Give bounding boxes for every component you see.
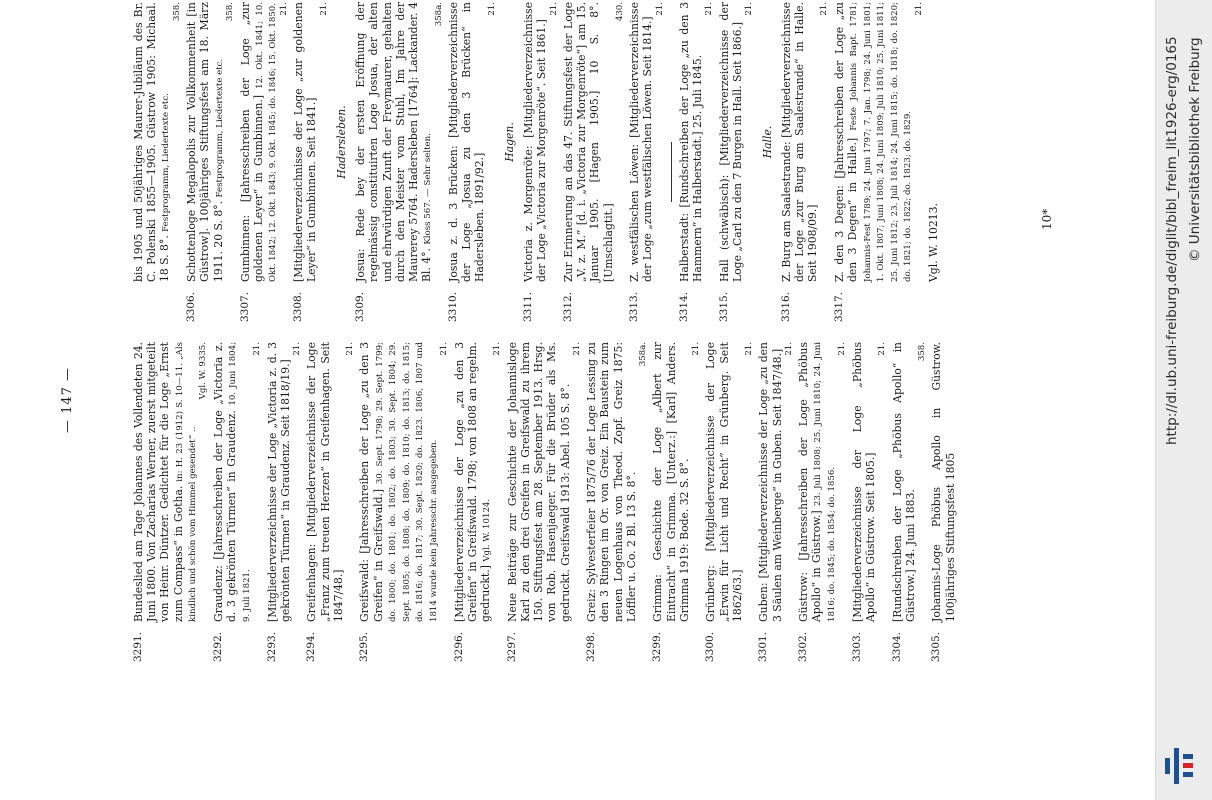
bibliography-entry — [833, 2, 924, 322]
entry-code: 21. — [654, 2, 665, 16]
entry-code: 21. — [877, 342, 888, 356]
entry-number: 3307. — [238, 291, 251, 322]
bibliography-entry — [780, 2, 830, 322]
section-heading: Halle. — [760, 125, 774, 159]
entry-text: Victoria z. Morgenröte: [Mitgliederverzeichnisse der Loge „Victoria zur Morgenröte“. Seit 1861.] — [522, 2, 549, 282]
entry-text: Z. westfälischen Löwen: [Mitgliederverzeichnisse der Loge „zum westfälischen Löwen. Seit 1814.] — [628, 2, 655, 282]
logo-bar-2 — [1174, 748, 1179, 784]
entry-number — [927, 282, 940, 322]
entry-code: 358a. — [637, 342, 648, 367]
entry-code: 358a. — [433, 2, 444, 27]
bibliography-entry — [585, 342, 648, 662]
entry-note: Kloss 567. — Sehr selten. — [423, 133, 434, 245]
entry-code: 430. — [614, 2, 625, 22]
entry-text: Hall (schwäbisch): [Mitgliederverzeichnisse der Loge „Carl zu den 7 Burgen in Hall. Seit 1866.] — [717, 2, 745, 282]
bibliography-entry — [930, 342, 956, 662]
bibliography-entry — [678, 2, 715, 322]
bibliography-entry — [447, 2, 497, 322]
entry-code: 21. — [548, 2, 559, 16]
bibliography-entry — [239, 2, 290, 322]
bibliography-entry — [212, 342, 263, 662]
entry-text: Graudenz: [Jahresschreiben der Loge „Victoria z. d. 3 gekrönten Türmen“ in Graudenz. — [211, 342, 239, 622]
entry-text: Grünberg: [Mitgliederverzeichnisse der Loge „Erwin für Licht und Recht“ in Grünberg. Seit 1862/63.] — [704, 342, 744, 622]
entry-number: 3306. — [185, 291, 198, 322]
entry-text: Z. Burg am Saalestrande: [Mitgliederverzeichnisse der Loge „zur Burg am Saalestrande“ in Halle. Seit 1908/09.] — [779, 2, 820, 282]
divider — [671, 142, 672, 202]
bibliography-entry — [562, 2, 625, 322]
entry-text: Vgl. W. 10213. — [926, 203, 940, 282]
entry-code: 21. — [837, 342, 848, 356]
bibliography-entry — [704, 342, 754, 662]
entry-code: 21. — [439, 342, 450, 356]
entry-code: 358. — [225, 2, 236, 22]
section-heading: Hagen. — [503, 122, 517, 162]
entry-code: 21. — [704, 2, 715, 16]
bibliography-entry — [797, 342, 848, 662]
entry-code: 21. — [492, 342, 503, 356]
bibliography-entry — [927, 2, 940, 322]
entry-code: 21. — [486, 2, 497, 16]
entry-number — [132, 282, 182, 322]
entry-code: 21. — [571, 342, 582, 356]
entry-code: Vgl. W. 9335. — [198, 342, 209, 400]
entry-text: Johannis-Loge Phöbus Apollo in Güstrow. 100jähriges Stiftungsfest 1805 — [930, 342, 957, 622]
bibliography-entry — [358, 342, 449, 662]
entry-text: Josua z. d. 3 Brücken: [Mitgliederverzeichnisse der Loge „Josua zu den 3 Brücken“ in Hadersleben. 1891/92.] — [447, 2, 487, 282]
entry-code: 21. — [913, 2, 924, 16]
entry-text: [Mitgliederverzeichnisse der Loge „Victoria z. d. 3 gekrönten Türmen“ in Graudenz. Seit 1818/19.] — [265, 342, 292, 622]
bibliography-entry — [718, 2, 755, 322]
entry-code: 358. — [916, 342, 927, 362]
logo-bar-4 — [1183, 772, 1193, 777]
bibliography-entry — [522, 2, 559, 322]
bibliography-entry — [305, 342, 355, 662]
bibliography-entry — [266, 342, 303, 662]
bibliography-entry — [757, 342, 794, 662]
entry-code: 21. — [743, 342, 754, 356]
bibliography-entry — [185, 2, 235, 322]
entry-number: 3311. — [522, 291, 535, 322]
entry-number: 3308. — [292, 291, 305, 322]
entry-text: Greiz: Sylvesterfeier 1875/76 der Loge Lessing zu den 3 Ringen im Or. von Greiz. Ein Baustein zum neuen Logenhaus von Theod. Zopf. Greiz 1875: Löffler u. Co. 2 Bl. 13 S. 8°. — [585, 342, 638, 622]
page-number: — 147 — — [60, 366, 75, 434]
entry-text: Greifswald: [Jahresschreiben der Loge „zu den 3 Greifen“ in Greifswald.] — [358, 342, 385, 622]
entry-note: Feste Johannis Bapt. 1781; Johannis-Fest 1789; 24. Juni 1797; 7. Jan. 1798; 24. Juni 1801; 1. Okt. 1807; Juni 1808; 24. Juni 1809; Juli 1810; 25. Juni 1811; 25. Juni 1812; 23. Juli 1814; 24. Juni 1815; do. 1818; do. 1820; do. 1821; do. 1822; do. 1823; do. 1829. — [849, 1, 914, 282]
entry-code: 21. — [318, 2, 329, 16]
bibliography-entry — [851, 342, 888, 662]
entry-code: 21. — [783, 342, 794, 356]
bibliography-entry — [628, 2, 665, 322]
bibliography-entry — [891, 342, 928, 662]
entry-number: 3316. — [779, 291, 792, 322]
entry-number: 3302. — [797, 631, 810, 662]
bibliography-entry — [132, 2, 182, 322]
entry-number: 3310. — [447, 291, 460, 322]
entry-note: Festprogramm, Liedertexte etc. — [214, 58, 225, 198]
entry-text: Josua: Rede bey der ersten Eröffnung der regelmässig constituirten Loge Josua, der alten und ehrwürdigen Zunft der Freymaurer, gehalten durch den Meister vom Stuhl, Im Jahre der Maurerey 5764. Hadersleben [1764]: Lackander. 4 Bl. 4°. — [354, 2, 434, 282]
entry-number: 3309. — [354, 291, 367, 322]
entry-number: 3305. — [930, 631, 943, 662]
entry-number: 3299. — [651, 631, 664, 662]
entry-text: bis 1905 und 50jähriges Maurer-Jubiläum des Br. C. Polenski 1855—1905. Güstrow 1905: Michaal. 18 S. 8°. — [132, 2, 172, 282]
entry-code: 21. — [252, 342, 263, 356]
logo-bar-3 — [1183, 763, 1193, 768]
entry-text: Halberstadt: [Rundschreiben der Loge „zu den 3 Hammern“ in Halberstadt.] 25. Juli 1845. — [678, 2, 705, 282]
entry-text: [Mitgliederverzeichnisse der Loge „zur goldenen Leyer“ in Gumbinnen. Seit 1841.] — [292, 2, 319, 282]
entry-text: Guben: [Mitgliederverzeichnisse der Loge „zu den 3 Säulen am Weinberge“ in Guben. Seit 1847/48.] — [757, 342, 784, 622]
bibliography-entry — [132, 342, 209, 662]
section-heading: Hadersleben. — [335, 105, 349, 179]
entry-number: 3304. — [890, 631, 903, 662]
entry-number: 3317. — [832, 291, 845, 322]
entry-number: 3313. — [628, 291, 641, 322]
copyright-notice: © Universitätsbibliothek Freiburg — [1187, 37, 1203, 262]
entry-code: 21. — [744, 2, 755, 16]
entry-text: Neue Beiträge zur Geschichte der Johannisloge Karl zu den drei Greifen in Greifswald zu ihrem 150. Stiftungsfest am 28. September 1913. Hrsg. von Rob. Hasenjaeger. Für die Brüder als Ms. gedruckt. Greifswald 1913: Abel. 105 S. 8°. — [505, 342, 572, 622]
entry-text: Grimma: Geschichte der Loge „Albert zur Eintracht“ in Grimma. [Unterz.:] [Karl] Anders. Grimma 1919: Bode. 32 S. 8°. — [651, 342, 691, 622]
entry-code: 21. — [344, 342, 355, 356]
bibliography-entry — [506, 342, 582, 662]
entry-text: Zur Erinnerung an das 47. Stiftungsfest der Loge „V. z. M.“ [d. i. „Victoria zur Morgenröte“] am 15. Januar 1905. [Hagen 1905.] 10 S. 8°. [Umschlagtit.] — [562, 2, 615, 282]
entry-number: 3291. — [132, 631, 144, 662]
entry-number: 3295. — [358, 631, 371, 662]
entry-number: 3294. — [305, 631, 318, 662]
entry-number: 3312. — [562, 291, 575, 322]
entry-number: 3297. — [505, 631, 518, 662]
entry-text: Güstrow: [Jahresschreiben der Loge „Phöbus Apollo“ in Güstrow.] — [797, 342, 824, 622]
entry-code: 21. — [690, 342, 701, 356]
entry-number: 3301. — [757, 631, 770, 662]
left-column — [132, 342, 960, 662]
permalink-url[interactable]: http://dl.ub.uni-freiburg.de/diglit/bibl_freim_lit1926-erg/0165 — [1164, 36, 1180, 445]
entry-text: [Rundschreiben der Loge „Phöbus Apollo“ in Güstrow.] 24. Juni 1883. — [890, 342, 917, 622]
bibliography-entry — [292, 2, 329, 322]
entry-code: 21. — [819, 2, 830, 16]
entry-number: 3293. — [265, 631, 278, 662]
entry-number: 3315. — [717, 291, 730, 322]
entry-text: Bundeslied am Tage Johannes des Vollendeten 24. Juni 1800. Von Zacharias Werner, zuerst mitgeteilt von Heinr. Düntzer. Gedichtet für die Loge „Ernst zum Compass“ in Gotha. — [132, 342, 185, 622]
entry-code: 358. — [171, 2, 182, 22]
entry-text: [Mitgliederverzeichnisse der Loge „zu den 3 Greifen“ in Greifswald. 1798; von 1808 an regelm. gedruckt.] — [452, 342, 492, 622]
entry-note: Vgl. W. 10124. — [481, 498, 492, 562]
ub-freiburg-logo-icon[interactable] — [1165, 748, 1205, 784]
entry-number: 3314. — [678, 291, 691, 322]
entry-note: in: H. 23 (1912) S. 10—11. „Als kindlich und schön vom Himmel gesendet“ .. — [174, 342, 198, 622]
entry-note: 30. Sept. 1798; 29. Sept. 1799; do. 1800; do. 1801; do. 1802; do. 1803; 30. Sept. 1804; 29. Sept. 1805; do. 1808; do. 1809; do. 1810; do. 1813; do. 1815; do. 1816; do. 1817; 30. Sept. 1820; do. 1823. 1806, 1807 und 1814 wurde kein Jahresschr. ausgegeben. — [374, 342, 439, 622]
entry-text: Schottenloge Megalopolis zur Vollkommenheit [in Güstrow]. 100jähriges Stiftungsfest am 18. März 1911. 20 S. 8°. — [185, 2, 225, 282]
entry-text: [Mitgliederverzeichnisse der Loge „Phöbus Apollo“ in Güstrow. Seit 1805.] — [850, 342, 877, 622]
entry-number: 3292. — [211, 631, 224, 662]
logo-bar-5 — [1183, 754, 1193, 759]
signature-mark: 10* — [1040, 208, 1054, 230]
entry-text: Greifenhagen: [Mitgliederverzeichnisse der Loge „Franz zum treuen Herzen“ in Greifenhagen. Seit 1847/48.] — [305, 342, 345, 622]
entry-note: Festprogramm, Liedertexte etc. — [161, 93, 172, 232]
entry-note: 12. Okt. 1841; 10. Okt. 1842; 12. Okt. 1843; 9. Okt. 1845; do. 1846; 15. Okt. 1850. — [254, 2, 279, 282]
entry-code: 21. — [291, 342, 302, 356]
entry-code: 21. — [278, 2, 289, 16]
entry-number: 3298. — [585, 631, 598, 662]
entry-note: 10. Juni 1804; 9. Juli 1821. — [228, 342, 252, 622]
bibliography-entry — [651, 342, 701, 662]
right-column — [132, 2, 943, 322]
entry-note: 23. Juli 1808; 25. Juni 1810; 24. Juni 1816; do. 1845; do. 1854; do. 1856. — [813, 342, 837, 622]
entry-number: 3300. — [704, 631, 717, 662]
entry-number: 3296. — [452, 631, 465, 662]
entry-text: Z. den 3 Degen: [Jahresschreiben der Loge „zu den 3 Degen“ in Halle.] — [832, 2, 860, 282]
entry-text: Gumbinnen: [Jahresschreiben der Loge „zur goldenen Leyer“ in Gumbinnen.] — [238, 2, 265, 282]
bibliography-entry — [354, 2, 444, 322]
entry-number: 3303. — [850, 631, 863, 662]
logo-bar-1 — [1165, 758, 1170, 774]
bibliography-entry — [453, 342, 503, 662]
